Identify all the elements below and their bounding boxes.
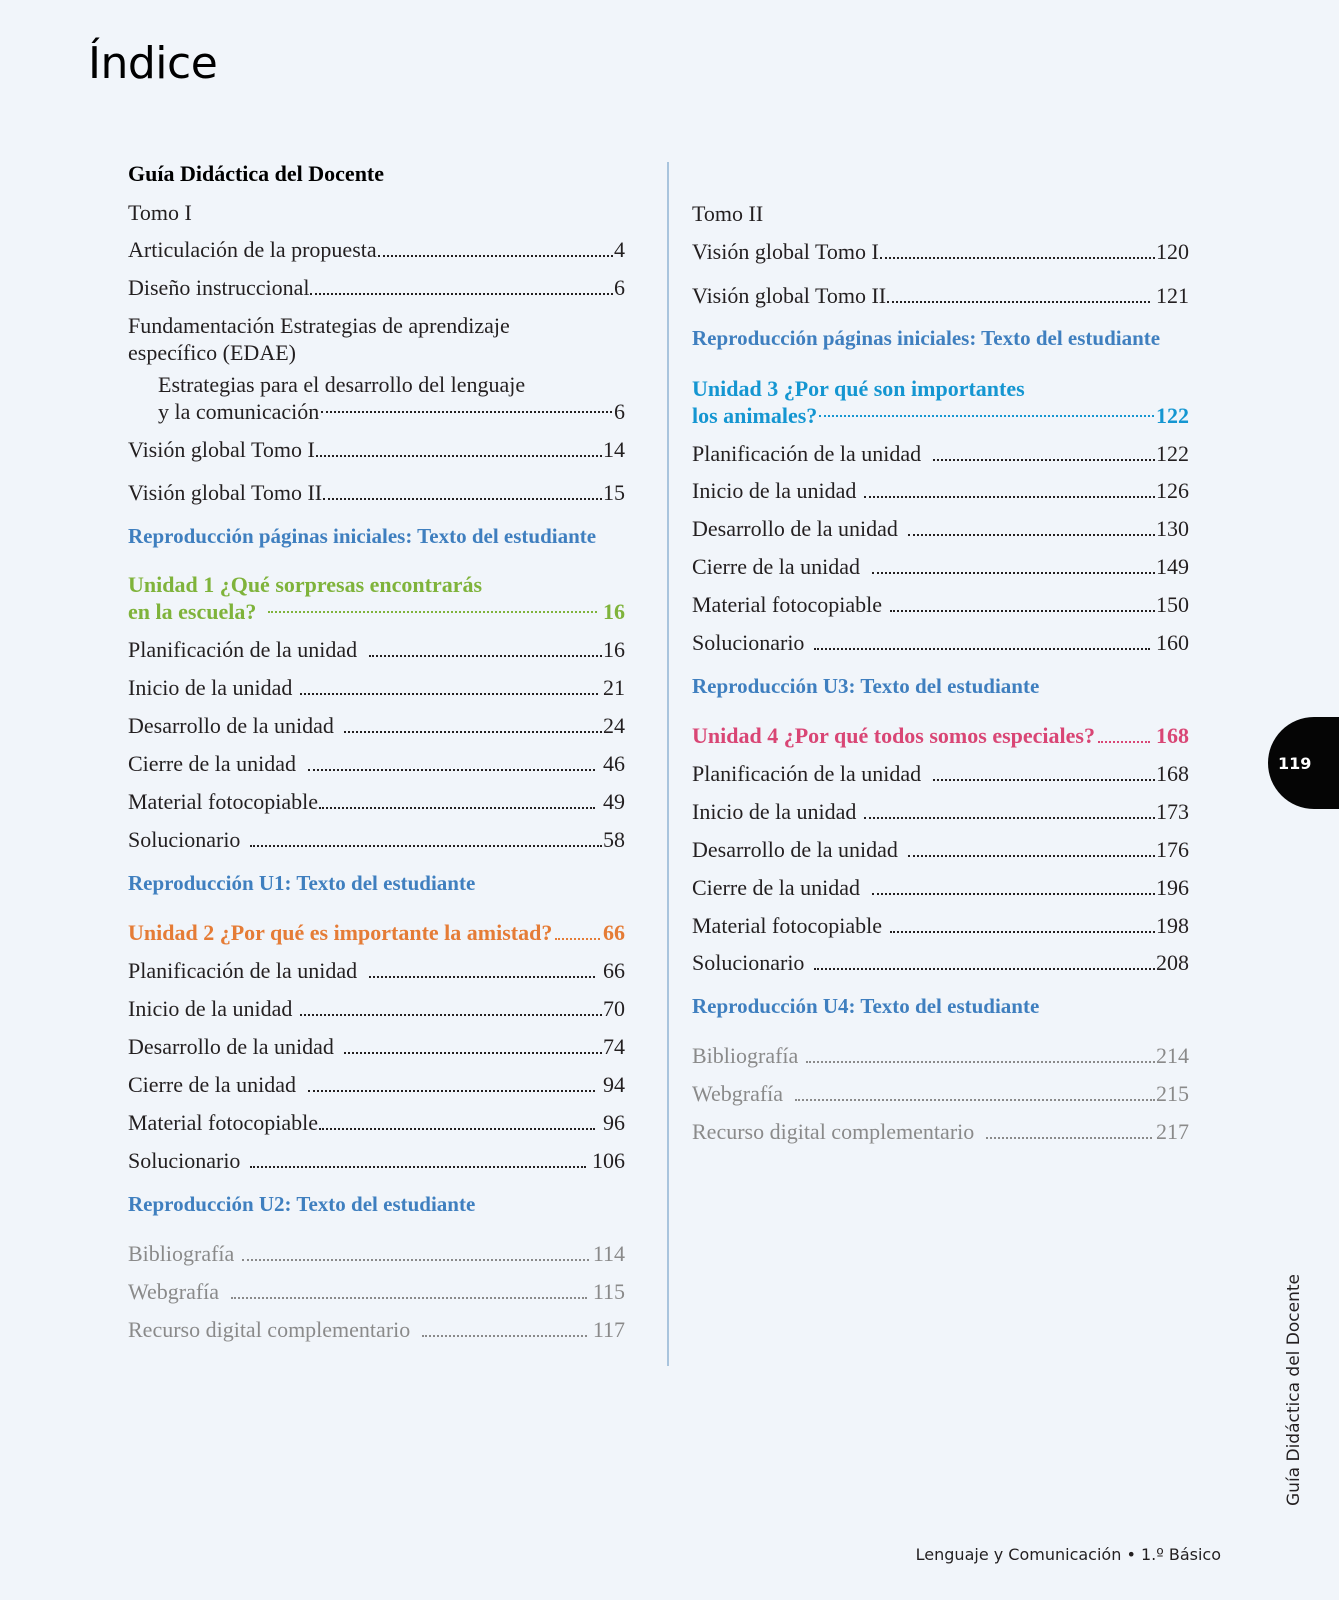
repro-u1-heading[interactable]: Reproducción U1: Texto del estudiante [128, 871, 476, 895]
toc-entry-recurso-digital[interactable]: Recurso digital complementario 217 [692, 1119, 1189, 1144]
repro-initial-heading[interactable]: Reproducción páginas iniciales: Texto del estudiante [128, 524, 597, 548]
toc-entry[interactable]: Desarrollo de la unidad 74 [128, 1034, 625, 1059]
toc-entry-bibliografia[interactable]: Bibliografía 214 [692, 1043, 1189, 1068]
toc-entry[interactable]: Visión global Tomo II 121 [692, 283, 1189, 308]
toc-entry[interactable]: Solucionario 58 [128, 827, 625, 852]
toc-entry-webgrafia[interactable]: Webgrafía 115 [128, 1279, 625, 1304]
toc-entry-estrategias[interactable]: Estrategias para el desarrollo del lenguaje y la comunicación 6 [158, 372, 625, 424]
toc-entry[interactable]: Planificación de la unidad 122 [692, 441, 1189, 466]
toc-entry[interactable]: Inicio de la unidad 173 [692, 799, 1189, 824]
toc-entry[interactable]: Visión global Tomo I 14 [128, 437, 625, 462]
side-label: Guía Didáctica del Docente [1284, 1274, 1304, 1506]
toc-entry[interactable]: Material fotocopiable 150 [692, 592, 1189, 617]
page-number-badge: 119 [1268, 717, 1339, 809]
toc-entry[interactable]: Solucionario 160 [692, 630, 1189, 655]
toc-entry[interactable]: Cierre de la unidad 46 [128, 751, 625, 776]
toc-entry[interactable]: Material fotocopiable 49 [128, 789, 625, 814]
toc-entry[interactable]: Desarrollo de la unidad 130 [692, 516, 1189, 541]
unit3-heading[interactable]: Unidad 3 ¿Por qué son importantes los animales? 122 [692, 376, 1189, 428]
toc-entry[interactable]: Inicio de la unidad 21 [128, 675, 625, 700]
repro-initial-heading-ii[interactable]: Reproducción páginas iniciales: Texto del estudiante [692, 326, 1161, 350]
toc-entry[interactable]: Planificación de la unidad 16 [128, 637, 625, 662]
toc-entry[interactable]: Cierre de la unidad 196 [692, 875, 1189, 900]
repro-u4-heading[interactable]: Reproducción U4: Texto del estudiante [692, 994, 1040, 1018]
toc-entry-webgrafia[interactable]: Webgrafía 215 [692, 1081, 1189, 1106]
toc-entry[interactable]: Articulación de la propuesta 4 [128, 237, 625, 262]
toc-entry[interactable]: Planificación de la unidad 66 [128, 958, 625, 983]
toc-entry-recurso-digital[interactable]: Recurso digital complementario 117 [128, 1317, 625, 1342]
toc-entry-bibliografia[interactable]: Bibliografía 114 [128, 1241, 625, 1266]
toc-entry[interactable]: Planificación de la unidad 168 [692, 761, 1189, 786]
unit1-heading[interactable]: Unidad 1 ¿Qué sorpresas encontrarás en la escuela? 16 [128, 572, 625, 624]
guide-heading: Guía Didáctica del Docente [128, 161, 385, 186]
toc-entry[interactable]: Inicio de la unidad 70 [128, 996, 625, 1021]
repro-u2-heading[interactable]: Reproducción U2: Texto del estudiante [128, 1192, 476, 1216]
toc-entry[interactable]: Desarrollo de la unidad 176 [692, 837, 1189, 862]
toc-entry[interactable]: Desarrollo de la unidad 24 [128, 713, 625, 738]
tomo-i-label: Tomo I [128, 200, 192, 225]
toc-entry[interactable]: Visión global Tomo I 120 [692, 239, 1189, 264]
toc-entry[interactable]: Diseño instruccional 6 [128, 275, 625, 300]
toc-entry[interactable]: Visión global Tomo II 15 [128, 480, 625, 505]
toc-entry[interactable]: Inicio de la unidad 126 [692, 478, 1189, 503]
toc-entry[interactable]: Solucionario 208 [692, 950, 1189, 975]
toc-entry[interactable]: Material fotocopiable 96 [128, 1110, 625, 1135]
tomo-ii-label: Tomo II [692, 201, 764, 226]
unit2-heading[interactable]: Unidad 2 ¿Por qué es importante la amistad? 66 [128, 920, 625, 945]
page-title: Índice [88, 38, 218, 89]
toc-entry-fundamentacion[interactable]: Fundamentación Estrategias de aprendizaje específico (EDAE) [128, 313, 510, 365]
repro-u3-heading[interactable]: Reproducción U3: Texto del estudiante [692, 674, 1040, 698]
toc-entry[interactable]: Material fotocopiable 198 [692, 913, 1189, 938]
unit4-heading[interactable]: Unidad 4 ¿Por qué todos somos especiales? 168 [692, 723, 1189, 748]
toc-entry[interactable]: Solucionario 106 [128, 1148, 625, 1173]
toc-entry[interactable]: Cierre de la unidad 149 [692, 554, 1189, 579]
toc-entry[interactable]: Cierre de la unidad 94 [128, 1072, 625, 1097]
footer-label: Lenguaje y Comunicación • 1.º Básico [915, 1545, 1221, 1564]
column-divider [667, 162, 669, 1366]
